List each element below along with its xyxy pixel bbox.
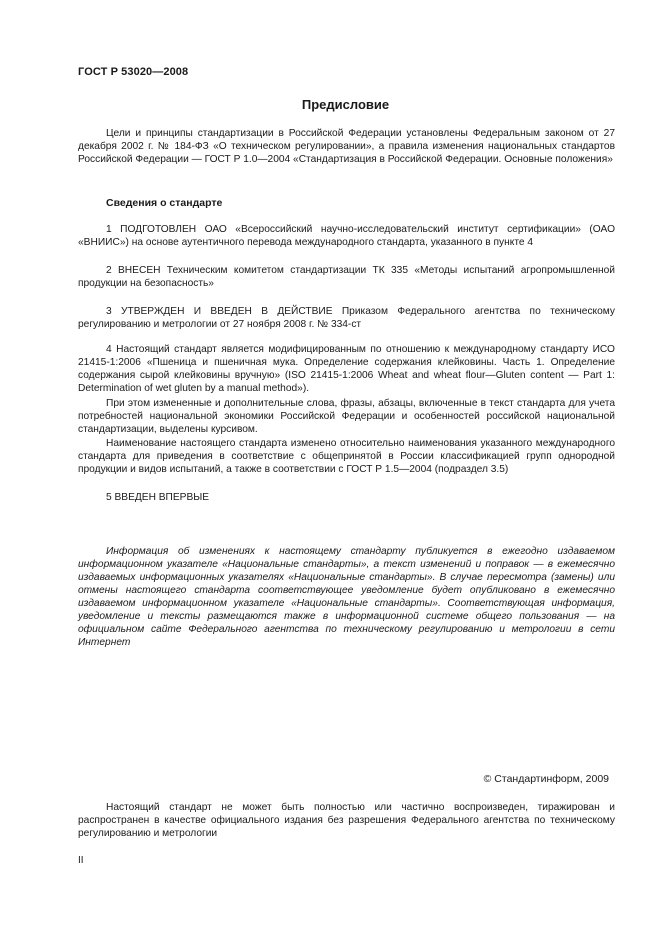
item-3: 3 УТВЕРЖДЕН И ВВЕДЕН В ДЕЙСТВИЕ Приказом Федерального агентства по техническому регулированию и метрологии от 27 ноября 2008 г. № 334-ст (78, 306, 615, 330)
section-subheading: Сведения о стандарте (106, 197, 223, 209)
item-1: 1 ПОДГОТОВЛЕН ОАО «Всероссийский научно-исследовательский институт сертификации» (ОАО «ВНИИС») на основе аутентичного перевода международного стандарта, указанного в пункте 4 (78, 224, 615, 248)
item-4-note-italic: При этом измененные и дополнительные слова, фразы, абзацы, включенные в текст стандарта для учета потребностей национальной экономики Российской Федерации и особенностей российской национальной стандартизации, выделены курсивом. (78, 398, 615, 435)
item-4-note-name: Наименование настоящего стандарта изменено относительно наименования указанного международного стандарта для приведения в соответствие с общепринятой в России классификацией групп однородной продукции и видов испытаний, а также в соответствии с ГОСТ Р 1.5—2004 (подраздел 3.5) (78, 438, 615, 475)
intro-paragraph: Цели и принципы стандартизации в Российской Федерации установлены Федеральным законом от 27 декабря 2002 г. № 184-ФЗ «О техническом регулировании», а правила изменения национальных стандартов Российской Федерации — ГОСТ Р 1.0—2004 «Стандартизация в Российской Федерации. Основные положения» (78, 128, 615, 165)
item-5: 5 ВВЕДЕН ВПЕРВЫЕ (106, 492, 210, 503)
standard-code: ГОСТ Р 53020—2008 (78, 66, 189, 78)
page-number: II (78, 855, 84, 866)
footer-paragraph: Настоящий стандарт не может быть полностью или частично воспроизведен, тиражирован и распространен в качестве официального издания без разрешения Федерального агентства по техническому регулированию и метрологии (78, 802, 615, 839)
item-4: 4 Настоящий стандарт является модифицированным по отношению к международному стандарту ИСО 21415-1:2006 «Пшеница и пшеничная мука. Определение содержания клейковины. Часть 1. Определение содержания сырой клейковины вручную» (ISO 21415-1:2006 Wheat and wheat flour—Gluten content — Part 1: Determination of wet gluten by a manual method»). (78, 344, 615, 394)
item-2: 2 ВНЕСЕН Техническим комитетом стандартизации ТК 335 «Методы испытаний агропромышленной продукции на безопасность» (78, 265, 615, 289)
page-title: Предисловие (301, 97, 390, 112)
copyright: © Стандартинформ, 2009 (483, 773, 609, 785)
notice-paragraph: Информация об изменениях к настоящему стандарту публикуется в ежегодно издаваемом информационном указателе «Национальные стандарты», а текст изменений и поправок — в ежемесячно издаваемых информационных указателях «Национальные стандарты». В случае пересмотра (замены) или отмены настоящего стандарта соответствующее уведомление будет опубликовано в ежемесячно издаваемом информационном указателе «Национальные стандарты». Соответствующая информация, уведомление и тексты размещаются также в информационной системе общего пользования — на официальном сайте Федерального агентства по техническому регулированию и метрологии в сети Интернет (78, 546, 615, 648)
